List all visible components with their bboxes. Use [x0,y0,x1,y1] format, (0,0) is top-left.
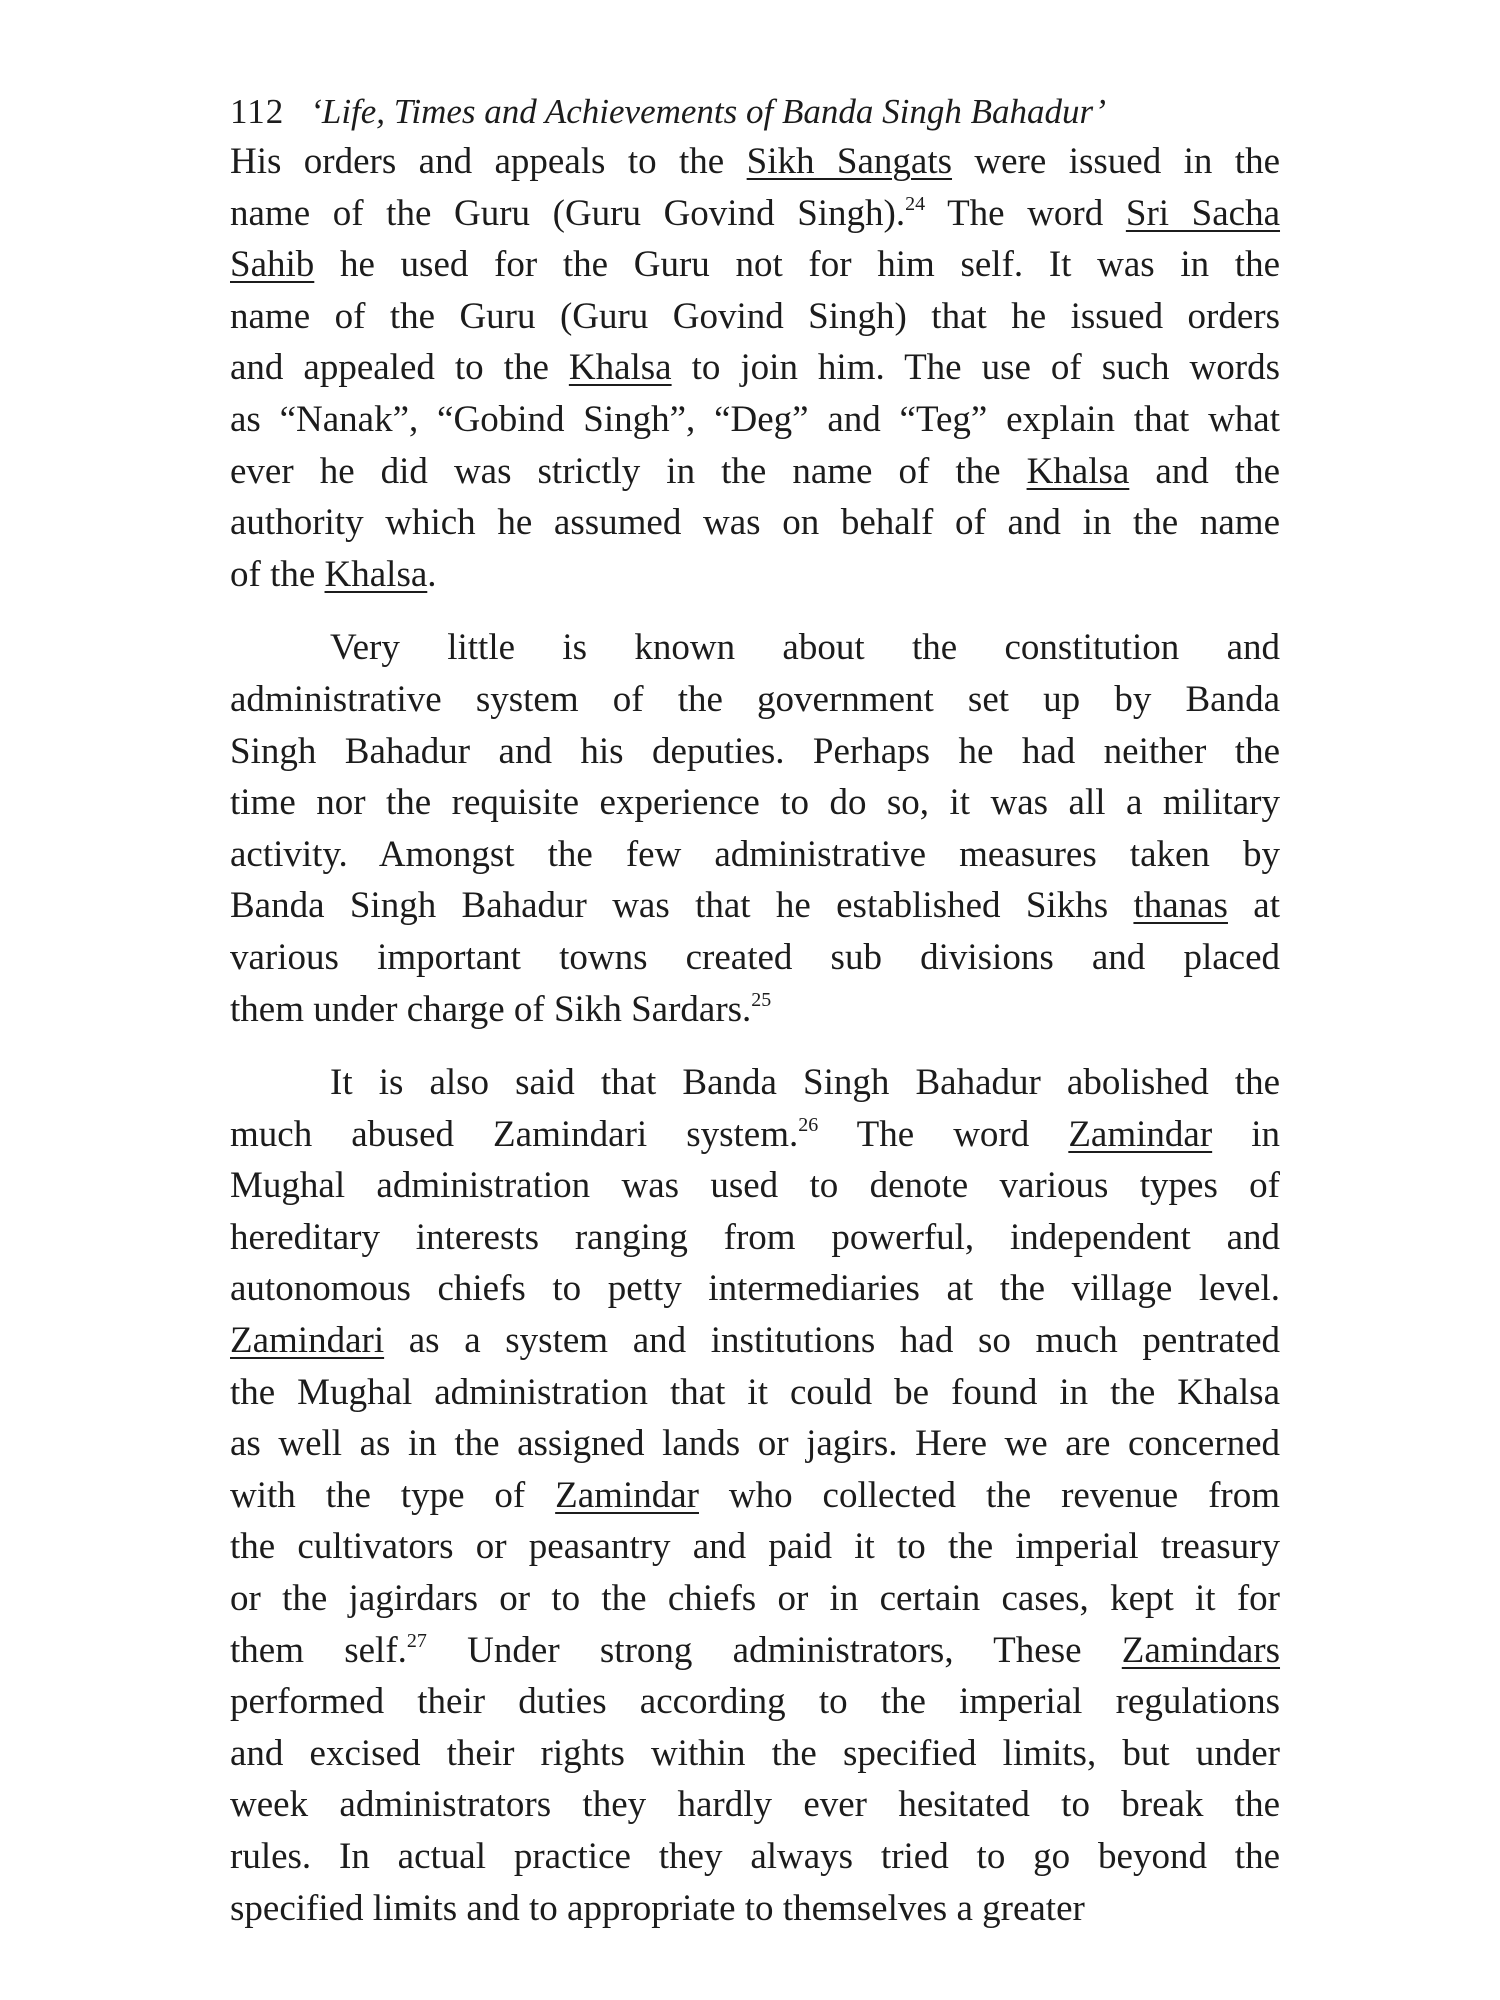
text-run: and appealed to the [230,347,569,389]
text-run: who collected the revenue from [698,1474,1280,1516]
text-line [230,394,1280,446]
text-run: activity. Amongst the few administrative measures taken by [230,833,1280,875]
text-run: performed their duties according to the imperial regulations [230,1681,1280,1723]
text-line [230,342,1280,394]
underlined-term: Zamindar [555,1474,699,1516]
text-run: the cultivators or peasantry and paid it to the imperial treasury [230,1526,1280,1568]
text-run: rules. In actual practice they always tried to go beyond the [230,1836,1280,1877]
page-number: 112 [230,92,285,131]
text-run: . [427,553,437,595]
text-run: Banda Singh Bahadur was that he established Sikhs [230,885,1134,927]
text-run: Mughal administration was used to denote various types of [230,1165,1280,1207]
text-line [230,1263,1280,1315]
book-page [230,90,1280,1934]
text-line [230,1315,1280,1367]
text-run: His orders and appeals to the [230,141,747,182]
footnote-ref: 27 [406,1629,427,1652]
text-run: or the jagirdars or to the chiefs or in certain cases, kept it for [230,1578,1280,1620]
text-run: to join him. The use of such words [671,347,1280,389]
text-run: them self. [230,1629,407,1671]
underlined-term: Zamindari [230,1320,385,1362]
text-run: as well as in the assigned lands or jagirs. Here we are concerned [230,1423,1280,1465]
text-run: time nor the requisite experience to do so, it was all a military [230,782,1280,824]
text-run: Under strong administrators, These [426,1629,1122,1671]
text-line [230,1470,1280,1522]
text-run: autonomous chiefs to petty intermediaries at the village level. [230,1268,1280,1310]
text-run: and the [1129,450,1280,492]
text-line [230,674,1280,726]
text-run: week administrators they hardly ever hesitated to break the [230,1784,1280,1826]
underlined-term: Sri Sacha [1125,192,1281,234]
text-line [230,1160,1280,1212]
book-title: ‘Life, Times and Achievements of Banda Singh Bahadur’ [310,92,1107,131]
paragraph-2 [230,622,1280,1035]
text-line [230,880,1280,932]
text-run: The word [818,1113,1069,1155]
text-run: in [1212,1113,1280,1155]
text-run: with the type of [230,1474,556,1516]
text-line [230,446,1280,498]
text-line [230,188,1280,240]
text-run: as a system and institutions had so much pentrated [384,1320,1280,1362]
text-run: administrative system of the government set up by Banda [230,678,1280,720]
text-run: name of the Guru (Guru Govind Singh). [230,192,906,234]
text-line [230,1573,1280,1625]
text-line [230,1418,1280,1470]
text-line [230,984,1280,1036]
text-run: Very little is known about the constitution and [330,627,1280,669]
text-run: at [1227,885,1280,927]
underlined-term: Khalsa [324,553,428,595]
text-line [230,932,1280,984]
text-line [230,829,1280,881]
underlined-term: Sikh Sangats [746,141,953,182]
text-line [230,1521,1280,1573]
text-line [230,726,1280,778]
text-run: various important towns created sub divisions and placed [230,936,1280,978]
text-line [230,1728,1280,1780]
text-run: Singh Bahadur and his deputies. Perhaps he had neither the [230,730,1280,772]
text-line [230,1625,1280,1677]
text-line [230,549,1280,601]
text-line [230,497,1280,549]
text-run: as “Nanak”, “Gobind Singh”, “Deg” and “Teg” explain that what [230,398,1280,440]
text-run: were issued in the [952,141,1280,182]
underlined-term: thanas [1133,885,1228,927]
running-head [230,90,1280,134]
text-run: name of the Guru (Guru Govind Singh) that he issued orders [230,295,1280,337]
text-line [230,1367,1280,1419]
underlined-term: Zamindars [1121,1629,1281,1671]
text-run: hereditary interests ranging from powerful, independent and [230,1216,1280,1258]
text-line [230,291,1280,343]
text-line [230,1779,1280,1831]
text-run: the Mughal administration that it could be found in the Khalsa [230,1371,1280,1413]
text-run: them under charge of Sikh Sardars. [230,988,752,1030]
text-run: much abused Zamindari system. [230,1113,799,1155]
text-run: It is also said that Banda Singh Bahadur abolished the [330,1062,1280,1104]
text-line [230,1057,1280,1109]
text-run: specified limits and to appropriate to themselves a greater [230,1887,1085,1929]
text-line [230,1831,1280,1883]
text-line [230,622,1280,674]
paragraph-3 [230,1057,1280,1934]
text-line [230,136,1280,188]
text-run: ever he did was strictly in the name of the [230,450,1027,492]
underlined-term: Zamindar [1068,1113,1213,1155]
text-run: and excised their rights within the specified limits, but under [230,1732,1280,1774]
text-run: The word [925,192,1126,234]
text-line [230,1212,1280,1264]
footnote-ref: 25 [751,988,772,1011]
text-run: of the [230,553,325,595]
underlined-term: Khalsa [568,347,672,389]
footnote-ref: 26 [798,1113,819,1136]
paragraph-1 [230,136,1280,600]
text-run: he used for the Guru not for him self. It was in the [314,244,1280,286]
underlined-term: Khalsa [1026,450,1130,492]
text-line [230,777,1280,829]
text-line [230,1109,1280,1161]
text-line [230,239,1280,291]
text-run: authority which he assumed was on behalf of and in the name [230,502,1280,544]
text-line [230,1883,1280,1935]
underlined-term: Sahib [230,244,315,286]
footnote-ref: 24 [905,192,926,215]
text-line [230,1676,1280,1728]
